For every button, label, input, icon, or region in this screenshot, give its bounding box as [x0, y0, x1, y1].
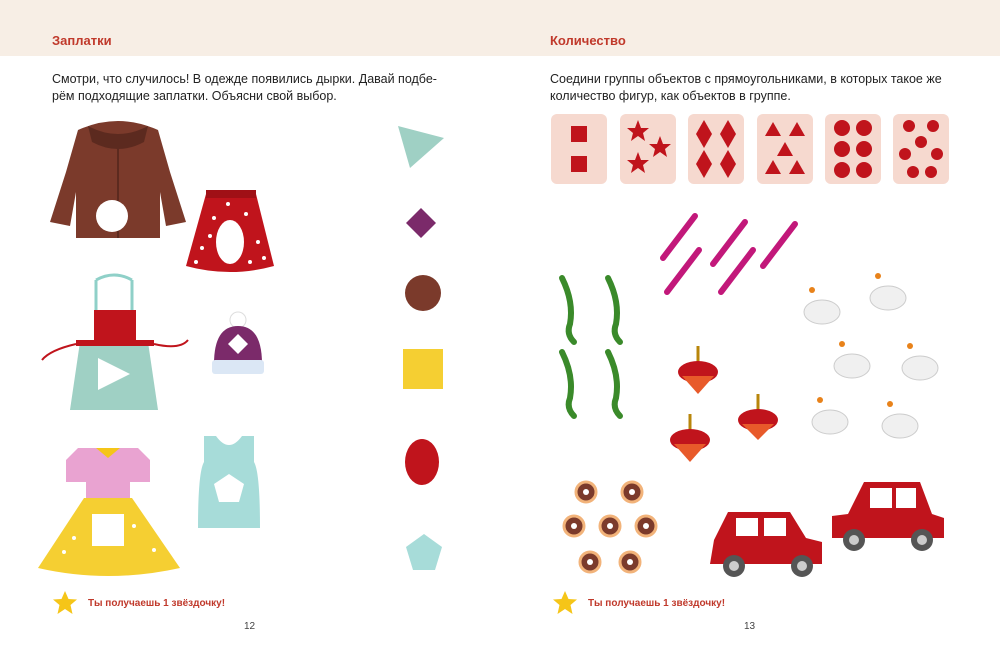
page-number: 12 [244, 621, 256, 632]
instructions-line: Соедини группы объектов с прямоугольниками, в которых такое же [550, 72, 942, 86]
count-card-5-triangles [757, 114, 813, 184]
instructions [52, 71, 437, 105]
instructions-line: количество фигур, как объектов в группе. [550, 89, 791, 103]
page-number: 13 [744, 621, 756, 632]
count-card-3-stars [620, 114, 676, 184]
instructions-line: рём подходящие заплатки. Объясни свой выбор. [52, 89, 337, 103]
reward-line [552, 590, 725, 616]
section-title: Заплатки [52, 33, 112, 48]
spinning-tops-group [668, 340, 788, 465]
count-card-7-circles [893, 114, 949, 184]
count-card-6-octagons [825, 114, 881, 184]
reward-line [52, 590, 225, 616]
tank-top-illustration [194, 432, 264, 532]
car-illustration [828, 474, 948, 556]
dress-illustration [34, 442, 184, 582]
patch-circle [404, 274, 442, 312]
apron-illustration [40, 270, 190, 415]
section-title: Количество [550, 33, 626, 48]
instructions-line: Смотри, что случилось! В одежде появились дырки. Давай подбе- [52, 72, 437, 86]
lizards-group [552, 272, 652, 422]
patch-square [402, 348, 444, 390]
geese-group [800, 262, 960, 458]
instructions [550, 71, 942, 105]
patch-triangle [396, 124, 446, 170]
crayons-group [655, 210, 805, 300]
count-card-2-squares [551, 114, 607, 184]
star-icon [52, 590, 78, 616]
car-illustration [706, 500, 826, 582]
fur-coat-illustration [48, 112, 188, 242]
patch-oval [404, 438, 440, 486]
patch-pentagon [404, 532, 444, 572]
skirt-illustration [184, 188, 276, 274]
reward-text: Ты получаешь 1 звёздочку! [588, 597, 726, 609]
count-card-4-diamonds [688, 114, 744, 184]
patch-rhombus [404, 206, 438, 240]
reward-text: Ты получаешь 1 звёздочку! [88, 597, 226, 609]
star-icon [552, 590, 578, 616]
right-page [500, 0, 1000, 654]
donuts-group [562, 478, 658, 578]
hat-illustration [208, 310, 268, 380]
